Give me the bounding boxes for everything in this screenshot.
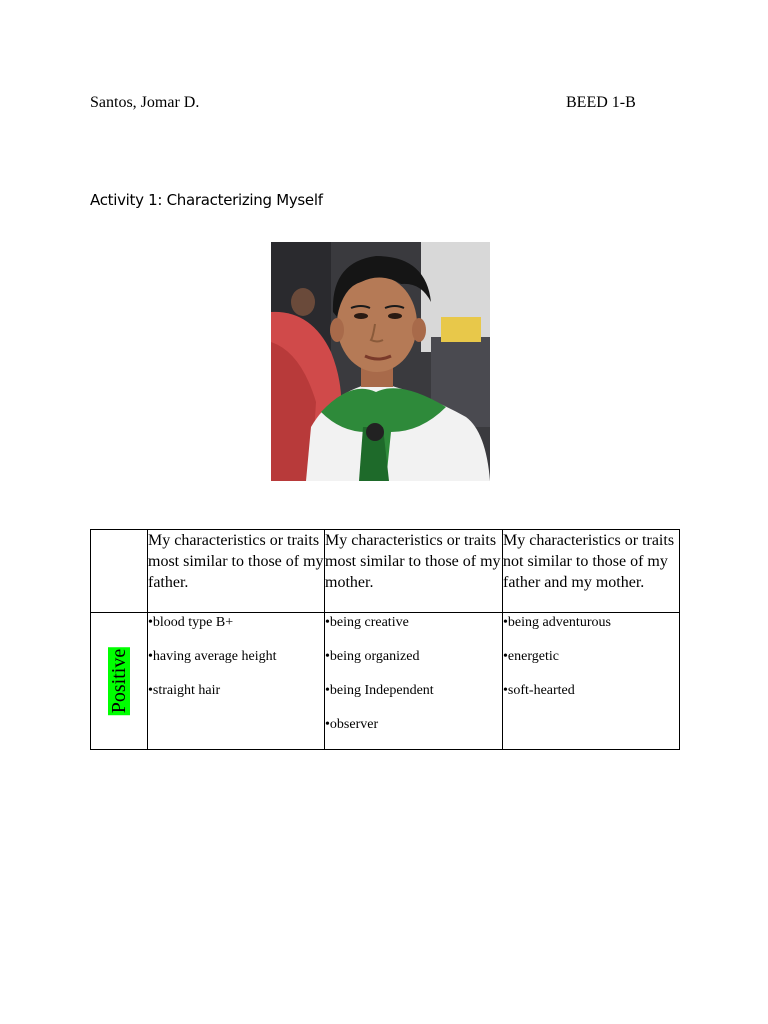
positive-label: Positive <box>108 648 130 714</box>
class-section: BEED 1-B <box>566 94 636 111</box>
list-item: •being adventurous <box>503 615 611 630</box>
table-row <box>91 613 680 750</box>
list-item: •energetic <box>503 649 559 664</box>
activity-title: Activity 1: Characterizing Myself <box>90 191 323 209</box>
list-item: •being Independent <box>325 683 434 698</box>
traits-table <box>90 529 680 750</box>
list-item: •being organized <box>325 649 420 664</box>
neither-traits-cell <box>503 613 680 750</box>
list-item: •being creative <box>325 615 409 630</box>
mother-header: My characteristics or traits most similar to those of my mother. <box>325 530 503 613</box>
list-item: •observer <box>325 717 379 732</box>
father-header: My characteristics or traits most similar to those of my father. <box>148 530 325 613</box>
row-label-cell <box>91 613 148 750</box>
list-item: •having average height <box>148 649 277 664</box>
list-item: •soft-hearted <box>503 683 575 698</box>
list-item: •straight hair <box>148 683 221 698</box>
father-traits-cell <box>148 613 325 750</box>
table-header-row <box>91 530 680 613</box>
mother-traits-cell <box>325 613 503 750</box>
neither-header: My characteristics or traits not similar to those of my father and my mother. <box>503 530 680 613</box>
student-name: Santos, Jomar D. <box>90 94 200 111</box>
list-item: •blood type B+ <box>148 615 234 630</box>
student-photo <box>271 242 490 481</box>
corner-cell <box>91 530 148 613</box>
